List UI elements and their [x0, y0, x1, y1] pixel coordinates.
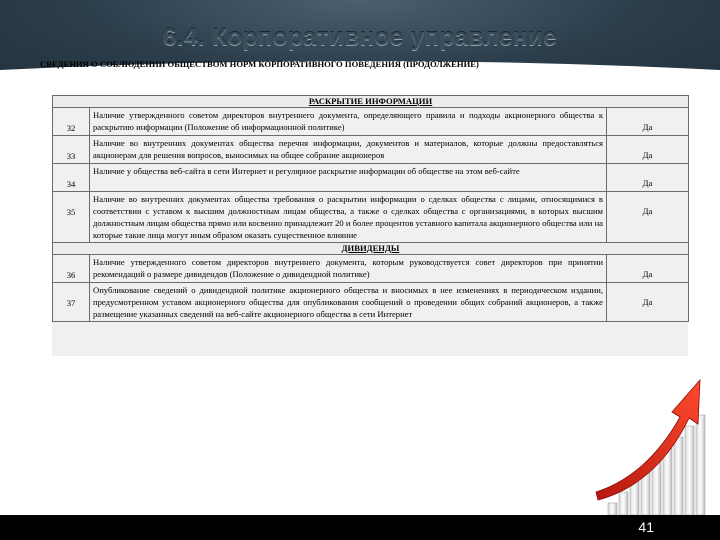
table-row [53, 283, 689, 322]
row-description: Наличие утвержденного советом директоров внутреннего документа, определяющего правила и подходы акционерного общества к раскрытию информации (Положение об информационной политике) [90, 108, 607, 136]
governance-table-grid [52, 95, 689, 322]
row-description: Наличие во внутренних документах общества требования о раскрытии информации о сделках общества с лицами, относящимися в соответствии с уставом к высшим должностным лицам общества, а также о сделках общества с организациями, в которых высшим должностным лицам общества прямо или косвенно принадлежит 20 и более процентов уставного капитала акционерного общества или на которые такие лица могут иным образом оказать существенное влияние [90, 192, 607, 243]
row-description: Наличие у общества веб-сайта в сети Интернет и регулярное раскрытие информации об обществе на этом веб-сайте [90, 164, 607, 192]
table-row [53, 192, 689, 243]
row-number: 35 [53, 192, 90, 243]
row-description: Опубликование сведений о дивидендной политике акционерного общества и вносимых в нее изменениях в периодическом издании, предусмотренном уставом акционерного общества для опубликования сообщений о проведении общих собраний акционеров, а также размещение указанных сведений на веб-сайте акционерного общества в сети Интернет [90, 283, 607, 322]
row-status: Да [607, 136, 689, 164]
stair-bar [696, 415, 705, 515]
row-description: Наличие утвержденного советом директоров внутреннего документа, которым руководствуется совет директоров при принятии рекомендаций о размере дивидендов (Положение о дивидендной политике) [90, 255, 607, 283]
row-status: Да [607, 283, 689, 322]
table-row [53, 255, 689, 283]
table-row [53, 136, 689, 164]
section-heading-row [53, 243, 689, 255]
page-number: 41 [638, 519, 654, 535]
section-heading-row [53, 96, 689, 108]
section-heading: ДИВИДЕНДЫ [53, 243, 689, 255]
row-number: 32 [53, 108, 90, 136]
row-status: Да [607, 192, 689, 243]
governance-table [52, 95, 688, 356]
stair-bar [685, 426, 694, 515]
stair-bar [608, 503, 617, 515]
slide-subtitle: СВЕДЕНИЯ О СОБЛЮДЕНИИ ОБЩЕСТВОМ НОРМ КОРПОРАТИВНОГО ПОВЕДЕНИЯ (ПРОДОЛЖЕНИЕ) [40, 59, 479, 69]
stair-bar [663, 448, 672, 515]
row-status: Да [607, 108, 689, 136]
slide-title: 6.4. Корпоративное управление [163, 24, 557, 51]
row-number: 36 [53, 255, 90, 283]
slide-footer [0, 515, 720, 540]
row-status: Да [607, 164, 689, 192]
table-row [53, 164, 689, 192]
row-status: Да [607, 255, 689, 283]
stair-bar [674, 437, 683, 515]
row-description: Наличие во внутренних документах общества перечня информации, документов и материалов, которые должны предоставляться акционерам для решения вопросов, выносимых на общее собрание акционеров [90, 136, 607, 164]
stair-bar [619, 492, 628, 515]
growth-arrow-icon [588, 372, 718, 515]
row-number: 33 [53, 136, 90, 164]
row-number: 37 [53, 283, 90, 322]
slide-header [0, 0, 720, 90]
row-number: 34 [53, 164, 90, 192]
table-row [53, 108, 689, 136]
section-heading: РАСКРЫТИЕ ИНФОРМАЦИИ [53, 96, 689, 108]
